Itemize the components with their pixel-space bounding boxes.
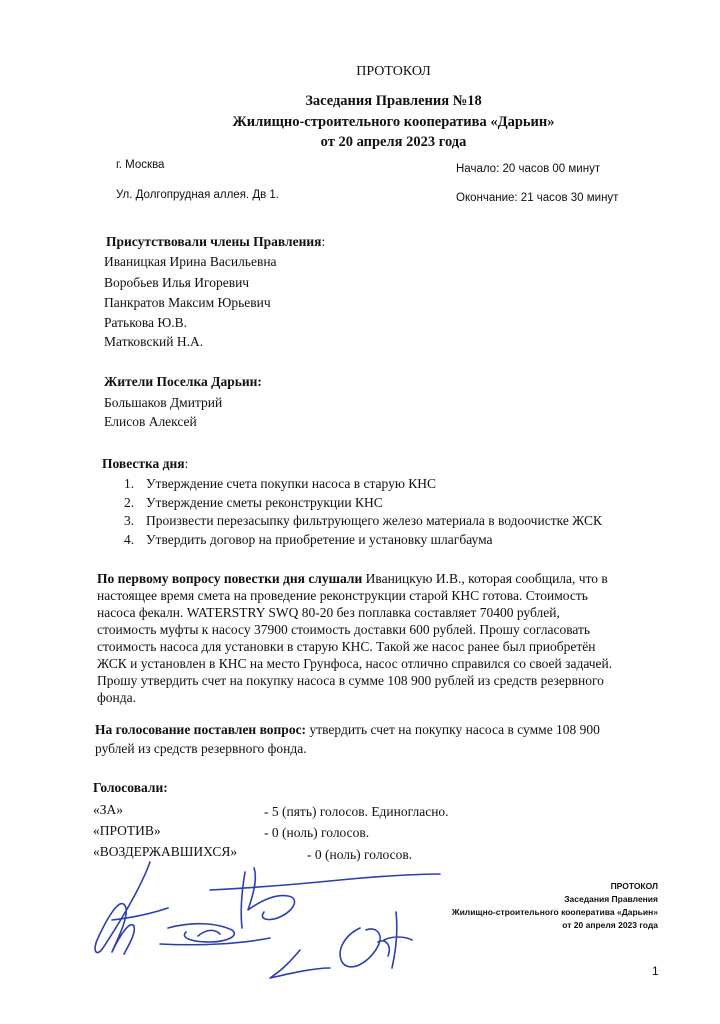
agenda-item: 4. Утвердить договор на приобретение и установку шлагбаума [124, 531, 493, 547]
agenda-item: 2. Утверждение сметы реконструкции КНС [124, 494, 383, 510]
voting-heading: Голосовали: [93, 780, 168, 795]
member-5: Матковский Н.А. [104, 334, 204, 349]
vote-for-label: «ЗА» [93, 802, 124, 817]
start-time: Начало: 20 часов 00 минут [456, 163, 601, 175]
resident-1: Большаков Дмитрий [104, 395, 223, 410]
signature-2 [210, 868, 440, 928]
signature-3 [160, 924, 270, 945]
first-question-line: стоимость насоса для установки в старую КНС. Такой же насос ранее был приобретён [97, 639, 596, 654]
first-question-line: Иваницкую И.В., которая сообщила, что в [362, 571, 608, 586]
member-2: Воробьев Илья Игоревич [104, 275, 250, 290]
signatures [0, 850, 720, 1024]
first-question-label: По первому вопросу повестки дня слушали [97, 571, 363, 586]
first-question-line: насоса фекалн. WATERSTRY SWQ 80-20 без поплавка составляет 70400 рублей, [97, 605, 560, 620]
present-label: Присутствовали члены Правления [106, 234, 322, 249]
member-1: Иваницкая Ирина Васильевна [104, 254, 277, 269]
vote-abstain-value: - 0 (ноль) голосов. [307, 847, 413, 862]
agenda-item-text: Утверждение счета покупки насоса в старую КНС [146, 476, 437, 491]
vote-for-value: - 5 (пять) голосов. Единогласно. [264, 804, 449, 819]
footer-line-4: от 20 апреля 2023 года [562, 920, 658, 930]
page-number: 1 [652, 964, 659, 978]
agenda-item: 1. Утверждение счета покупки насоса в старую КНС [124, 476, 437, 491]
first-question-line: Прошу утвердить счет на покупку насоса в сумме 108 900 рублей из средств резервного [97, 673, 604, 688]
footer-line-1: ПРОТОКОЛ [610, 881, 658, 891]
city: г. Москва [116, 159, 165, 171]
first-question-line: настоящее время смета на проведение реконструкции старой КНС готова. Стоимость [97, 588, 588, 603]
member-4: Ратькова Ю.В. [104, 315, 188, 330]
address: Ул. Долгопрудная аллея. Дв 1. [116, 189, 279, 201]
agenda-colon: : [184, 456, 189, 471]
agenda-heading [102, 456, 188, 472]
member-3: Панкратов Максим Юрьевич [104, 295, 271, 310]
document-title: ПРОТОКОЛ [356, 64, 431, 79]
footer-line-2: Заседания Правления [564, 894, 658, 904]
heading-line-2: Жилищно-строительного кооператива «Дарьин» [232, 114, 555, 130]
end-time: Окончание: 21 часов 30 минут [456, 192, 619, 204]
agenda-label: Повестка дня [102, 456, 185, 471]
vote-question-text: рублей из средств резервного фонда. [95, 741, 307, 756]
heading-line-3: от 20 апреля 2023 года [320, 134, 467, 150]
first-question-line: стоимость муфты к насосу 37900 стоимость доставки 600 рублей. Прошу согласовать [97, 622, 591, 637]
agenda-item-text: Утверждение сметы реконструкции КНС [146, 494, 383, 510]
residents-heading: Жители Поселка Дарьин: [104, 374, 262, 389]
vote-against-value: - 0 (ноль) голосов. [264, 825, 370, 840]
signature-5 [340, 912, 412, 968]
agenda-list [124, 475, 602, 549]
agenda-item: 3. Произвести перезасыпку фильтрующего железо материала в водоочистке ЖСК [124, 513, 602, 528]
footer-line-3: Жилищно-строительного кооператива «Дарьин» [451, 907, 658, 917]
resident-2: Елисов Алексей [104, 414, 197, 429]
signature-1 [95, 862, 168, 954]
vote-question-label: На голосование поставлен вопрос: [95, 722, 307, 737]
agenda-item-text: Утвердить договор на приобретение и установку шлагбаума [146, 531, 493, 547]
first-question-line: ЖСК и установлен в КНС на место Грунфоса, насос отлично справился со своей задачей. [97, 656, 613, 671]
first-question-line: фонда. [97, 690, 136, 705]
vote-question-text: утвердить счет на покупку насоса в сумме 108 900 [306, 722, 600, 737]
first-question-paragraph [97, 570, 612, 706]
heading-line-1: Заседания Правления №18 [305, 93, 482, 109]
signature-4 [270, 950, 330, 978]
vote-against-label: «ПРОТИВ» [93, 823, 161, 838]
vote-question-paragraph [95, 720, 600, 758]
present-heading [106, 234, 325, 250]
agenda-item-text: Произвести перезасыпку фильтрующего железо материала в водоочистке ЖСК [146, 513, 602, 528]
present-colon: : [321, 234, 326, 249]
vote-abstain-label: «ВОЗДЕРЖАВШИХСЯ» [93, 844, 238, 859]
